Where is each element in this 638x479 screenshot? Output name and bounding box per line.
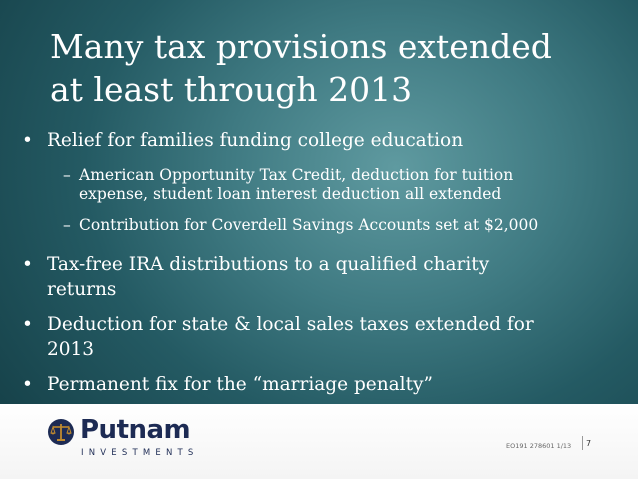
dash-marker: – xyxy=(63,166,71,184)
bullet-marker: • xyxy=(22,254,33,275)
page-divider xyxy=(582,436,583,450)
bullet-text-line-2: returns xyxy=(47,279,117,300)
bullet-marker: • xyxy=(22,130,33,151)
scales-of-justice-icon xyxy=(47,418,75,446)
document-code: EO191 278601 1/13 xyxy=(506,442,572,450)
slide-title xyxy=(50,25,610,111)
bullet-text-line-2: 2013 xyxy=(47,339,95,360)
title-line-2: at least through 2013 xyxy=(50,70,413,109)
page-number: 7 xyxy=(586,439,592,448)
putnam-logo xyxy=(47,415,217,466)
bullet-text-line-1: Deduction for state & local sales taxes extended for xyxy=(47,314,534,335)
dash-marker: – xyxy=(63,216,71,234)
bullet-marker: • xyxy=(22,314,33,335)
brand-subtitle: INVESTMENTS xyxy=(81,448,199,458)
bullet-text: Permanent fix for the “marriage penalty” xyxy=(47,374,433,395)
slide-footer xyxy=(0,404,638,479)
bullet-marker: • xyxy=(22,374,33,395)
brand-name: Putnam xyxy=(80,415,191,445)
bullet-text-line-1: Tax-free IRA distributions to a qualified charity xyxy=(47,254,490,275)
title-line-1: Many tax provisions extended xyxy=(50,27,552,66)
subbullet-text-line-1: American Opportunity Tax Credit, deduction for tuition xyxy=(79,166,514,184)
bullet-text: Relief for families funding college education xyxy=(47,130,464,151)
subbullet-text-line-2: expense, student loan interest deduction all extended xyxy=(79,185,502,203)
subbullet-text: Contribution for Coverdell Savings Accounts set at $2,000 xyxy=(79,216,539,234)
